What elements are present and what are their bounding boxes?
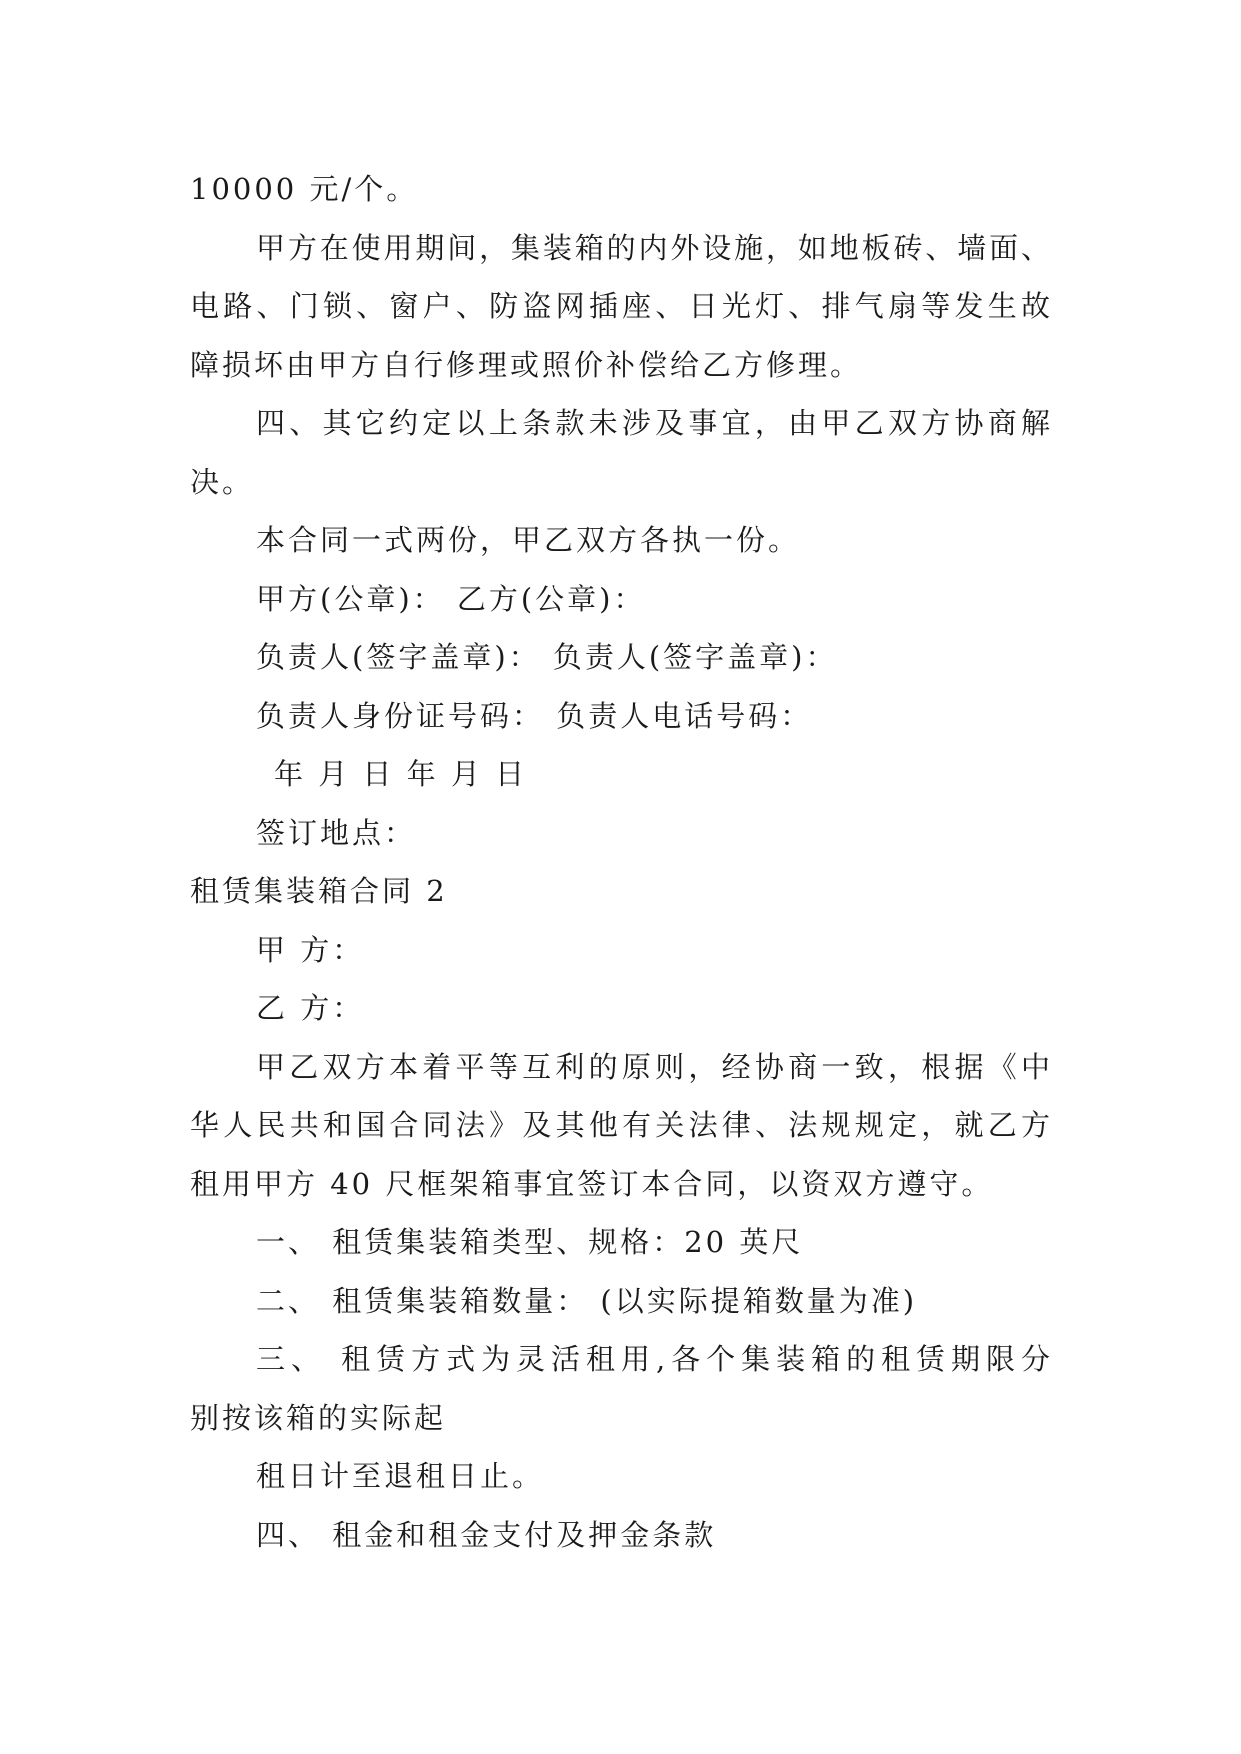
text-line: 10000 元/个。 [190,172,419,206]
text-line: 四、其它约定以上条款未涉及事宜，由甲乙双方协商解 [256,406,1050,440]
clause-line: 四、 租金和租金支付及押金条款 [256,1517,717,1552]
text-line: 别按该箱的实际起 [190,1400,447,1435]
party-a-line: 甲 方： [256,932,365,967]
text-line: 甲乙双方本着平等互利的原则，经协商一致，根据《中 [256,1049,1050,1084]
text-line: 决。 [190,464,255,499]
party-b-line: 乙 方： [256,991,365,1025]
clause-line: 一、 租赁集装箱类型、规格：20 英尺 [256,1225,804,1259]
text-line: 电路、门锁、窗户、防盗网插座、日光灯、排气扇等发生故 [190,289,1050,323]
text-line: 本合同一式两份，甲乙双方各执一份。 [256,523,801,557]
clause-line: 二、 租赁集装箱数量： (以实际提箱数量为准) [256,1283,918,1318]
text-line: 华人民共和国合同法》及其他有关法律、法规规定，就乙方 [190,1108,1050,1142]
section-heading: 租赁集装箱合同 2 [190,874,448,908]
signature-line: 甲方(公章)： 乙方(公章)： [256,581,646,616]
signing-place-line: 签订地点： [256,815,417,850]
document-body [190,160,1050,1564]
text-line: 障损坏由甲方自行修理或照价补偿给乙方修理。 [190,347,863,382]
text-line: 租日计至退租日止。 [256,1459,545,1493]
text-line: 租用甲方 40 尺框架箱事宜签订本合同，以资双方遵守。 [190,1166,994,1201]
clause-line: 三、 租赁方式为灵活租用,各个集装箱的租赁期限分 [256,1342,1050,1376]
signature-line: 负责人(签字盖章)： 负责人(签字盖章)： [256,640,838,674]
signature-line: 负责人身份证号码： 负责人电话号码： [256,698,813,733]
date-line: 年 月 日 年 月 日 [274,757,528,791]
text-line: 甲方在使用期间，集装箱的内外设施，如地板砖、墙面、 [256,230,1050,265]
